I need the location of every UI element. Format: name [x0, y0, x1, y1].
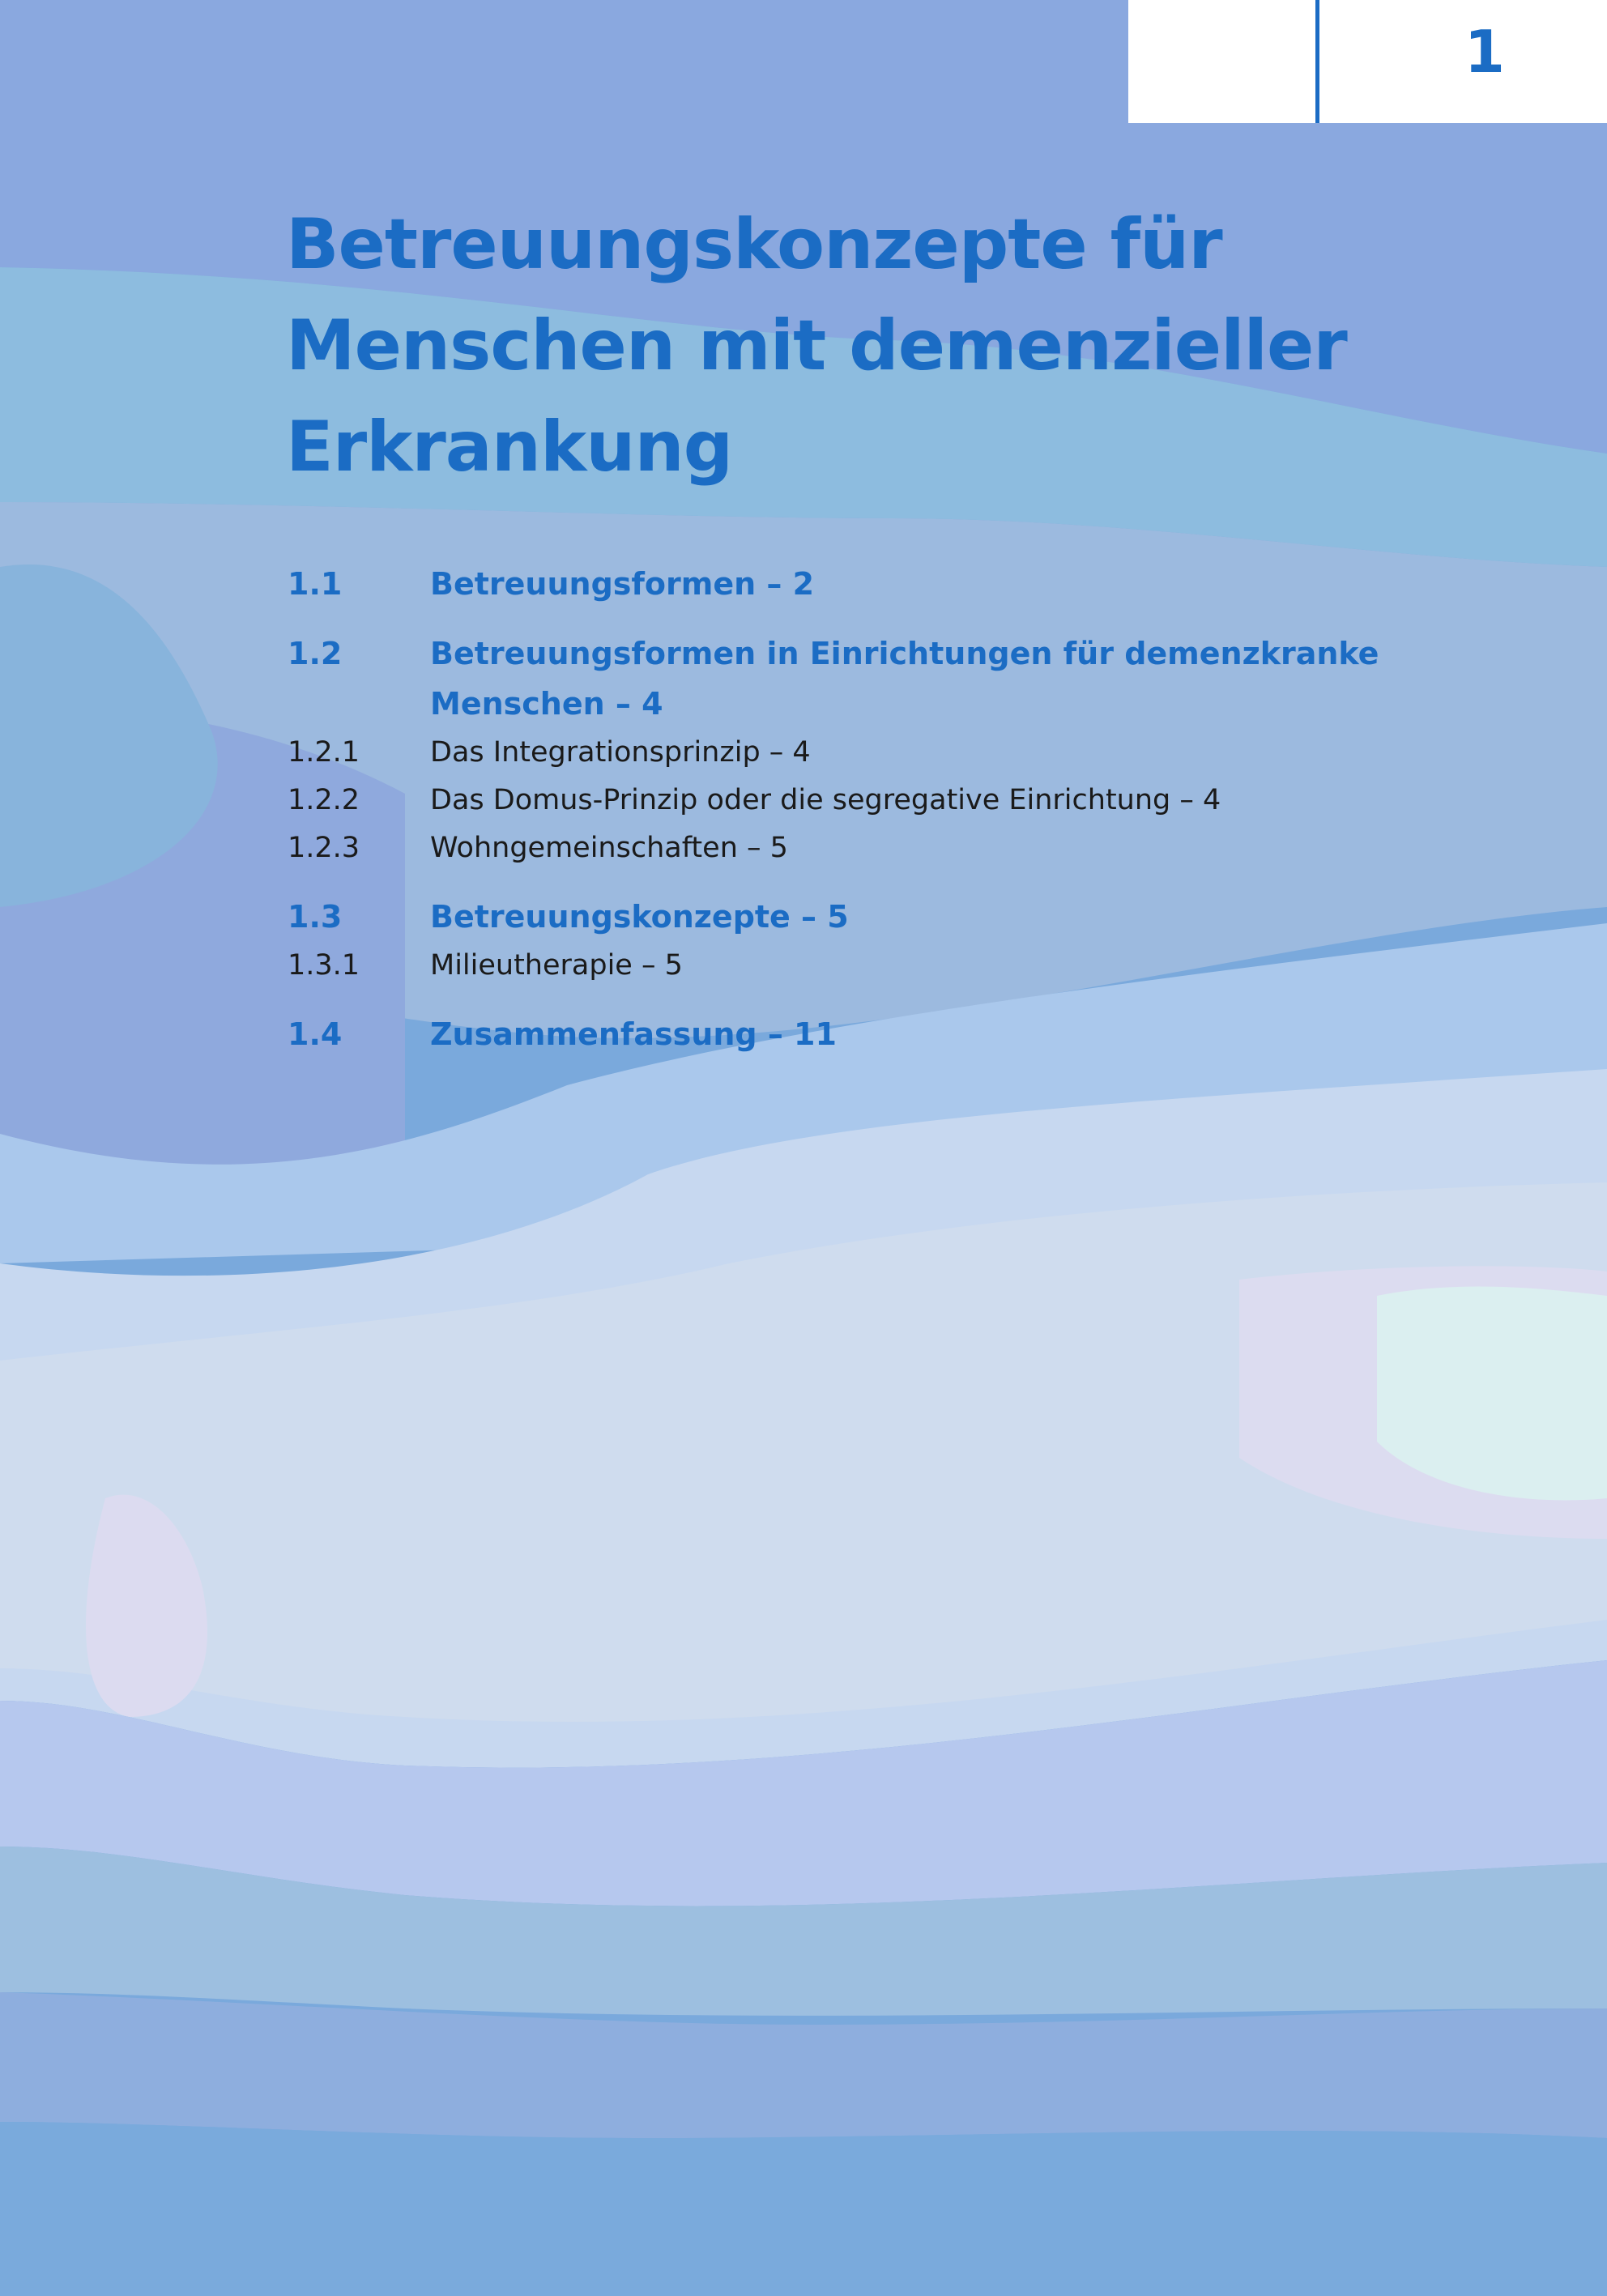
chapter-title-line: Menschen mit demenzieller	[286, 305, 1347, 386]
toc-entry-1-2-1[interactable]	[288, 729, 1422, 777]
chapter-title	[286, 194, 1460, 498]
toc-title: Milieutherapie – 5	[430, 949, 683, 982]
chapter-title-line: Erkrankung	[286, 407, 733, 488]
toc-title: Betreuungskonzepte – 5	[430, 899, 849, 935]
toc-number: 1.2.2	[288, 784, 360, 816]
toc-title: Das Domus-Prinzip oder die segregative Einrichtung – 4	[430, 784, 1221, 816]
toc-title-continued: Menschen – 4	[430, 686, 663, 722]
toc-entry-1-4[interactable]	[288, 1009, 1422, 1059]
chapter-number: 1	[1464, 18, 1505, 86]
toc-title: Wohngemeinschaften – 5	[430, 832, 788, 864]
chapter-tab-divider	[1315, 0, 1319, 123]
toc-number: 1.3.1	[288, 949, 360, 982]
toc-number: 1.3	[288, 899, 343, 935]
toc-number: 1.2	[288, 636, 343, 671]
toc-title: Zusammenfassung – 11	[430, 1016, 837, 1052]
toc-title: Das Integrationsprinzip – 4	[430, 736, 811, 769]
toc-title: Betreuungsformen in Einrichtungen für demenzkranke	[430, 636, 1379, 671]
toc-number: 1.2.1	[288, 736, 360, 769]
toc-entry-1-3-1[interactable]	[288, 942, 1422, 990]
toc-number: 1.4	[288, 1016, 343, 1052]
chapter-tab	[1128, 0, 1607, 123]
toc-entry-1-2-2[interactable]	[288, 777, 1422, 824]
toc-number: 1.2.3	[288, 832, 360, 864]
table-of-contents	[288, 559, 1422, 1059]
toc-entry-1-2-3[interactable]	[288, 824, 1422, 872]
toc-entry-1-2[interactable]	[288, 628, 1422, 729]
toc-number: 1.1	[288, 566, 343, 602]
chapter-title-line: Betreuungskonzepte für	[286, 204, 1222, 285]
toc-title: Betreuungsformen – 2	[430, 566, 815, 602]
toc-entry-1-1[interactable]	[288, 559, 1422, 609]
toc-entry-1-3[interactable]	[288, 892, 1422, 942]
